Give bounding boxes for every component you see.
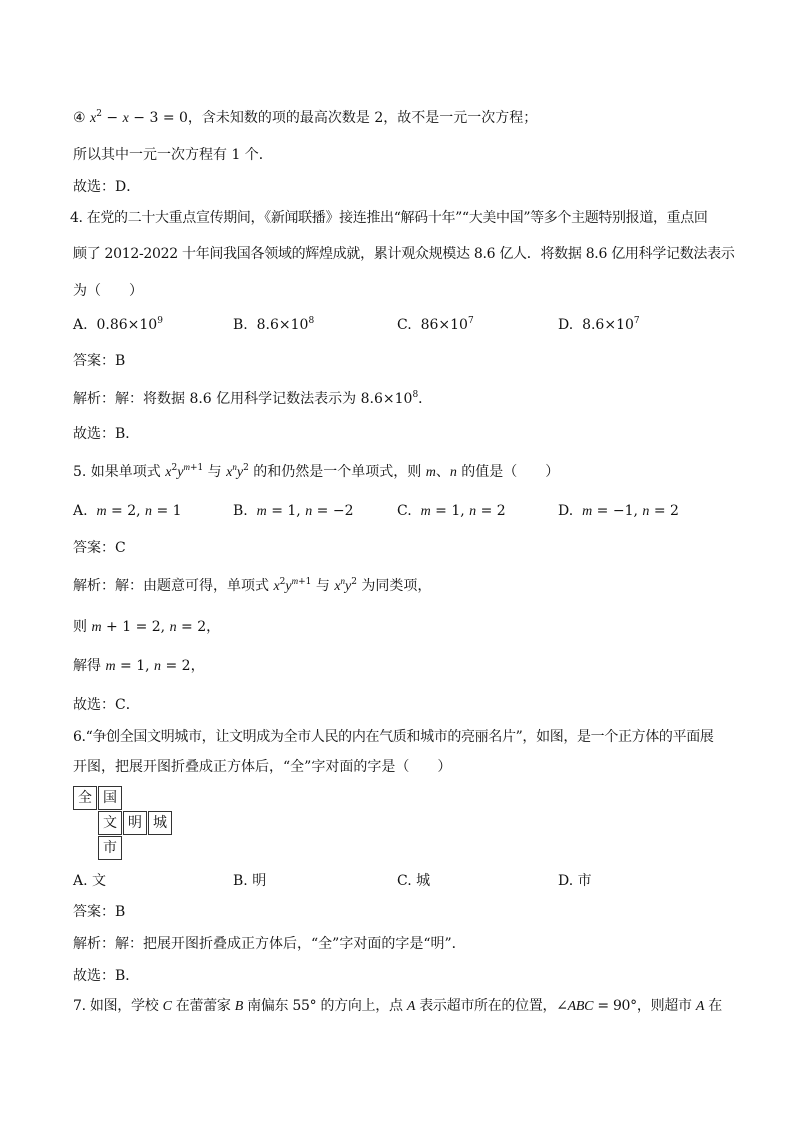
net-cell: 国 bbox=[98, 786, 122, 810]
selection: 故选：C． bbox=[73, 697, 140, 713]
net-cell: 城 bbox=[148, 811, 172, 835]
text-line: ④ $x^2 - x - 3 = 0$，含未知数的项的最高次数是 2，故不是一元一次方程； bbox=[73, 109, 538, 126]
option-c: C. 城 bbox=[397, 873, 431, 889]
cube-net-figure bbox=[73, 786, 193, 861]
text-line: 所以其中一元一次方程有 1 个． bbox=[73, 147, 273, 163]
option-c: C. m = 1, n = 2 bbox=[397, 503, 506, 519]
option-a: A. m = 2, n = 1 bbox=[73, 503, 182, 519]
question-6-line: 6.“争创全国文明城市，让文明成为全市人民的内在气质和城市的亮丽名片”，如图，是一个正方体的平面展 bbox=[73, 729, 714, 745]
net-cell: 明 bbox=[123, 811, 147, 835]
question-4-line: 顾了 2012-2022 十年间我国各领域的辉煌成就，累计观众规模达 8.6 亿人．将数据 8.6 亿用科学记数法表示 bbox=[73, 246, 735, 262]
text-line: 故选：D． bbox=[73, 179, 141, 195]
explanation: 解析：解：由题意可得，单项式 $x^2y^{m+1}$ 与 $x^ny^2$ 为同类项， bbox=[73, 576, 432, 594]
explanation: 解得 m = 1, n = 2， bbox=[73, 658, 205, 674]
option-b: B. m = 1, n = −2 bbox=[233, 503, 354, 519]
option-a: A. 文 bbox=[73, 873, 107, 889]
option-b: B. $8.6\times 10^8$ bbox=[233, 316, 315, 333]
net-cell: 市 bbox=[98, 836, 122, 860]
explanation: 则 m + 1 = 2, n = 2， bbox=[73, 619, 221, 635]
selection: 故选：B． bbox=[73, 426, 140, 442]
question-7-line: 7. 如图，学校 C 在蕾蕾家 B 南偏东 55° 的方向上，点 A 表示超市所在的位置，∠ABC = 90°，则超市 A 在 bbox=[73, 998, 722, 1014]
answer: 答案：C bbox=[73, 540, 126, 556]
option-d: D. m = −1, n = 2 bbox=[558, 503, 679, 519]
option-d: D. 市 bbox=[558, 873, 592, 889]
explanation: 解析：解：把展开图折叠成正方体后，“全”字对面的字是“明”． bbox=[73, 936, 466, 952]
answer: 答案：B bbox=[73, 353, 126, 369]
answer: 答案：B bbox=[73, 904, 126, 920]
explanation: 解析：解：将数据 8.6 亿用科学记数法表示为 $8.6\times 10^8$． bbox=[73, 390, 433, 407]
net-cell: 全 bbox=[73, 786, 97, 810]
option-d: D. $8.6\times 10^7$ bbox=[558, 316, 640, 333]
option-c: C. $86\times 10^7$ bbox=[397, 316, 474, 333]
selection: 故选：B． bbox=[73, 968, 140, 984]
question-5-line: 5. 如果单项式 $x^2y^{m+1}$ 与 $x^ny^2$ 的和仍然是一个单项式，则 m、n 的值是（ ） bbox=[73, 462, 560, 480]
question-6-line: 开图，把展开图折叠成正方体后，“全”字对面的字是（ ） bbox=[73, 759, 452, 775]
net-cell: 文 bbox=[98, 811, 122, 835]
option-a: A. $0.86\times 10^9$ bbox=[73, 316, 163, 333]
question-4-line: 4. 在党的二十大重点宣传期间，《新闻联播》接连推出“解码十年”“大美中国”等多个主题特别报道，重点回 bbox=[70, 210, 708, 226]
question-4-line: 为（ ） bbox=[73, 283, 143, 299]
option-b: B. 明 bbox=[233, 873, 267, 889]
